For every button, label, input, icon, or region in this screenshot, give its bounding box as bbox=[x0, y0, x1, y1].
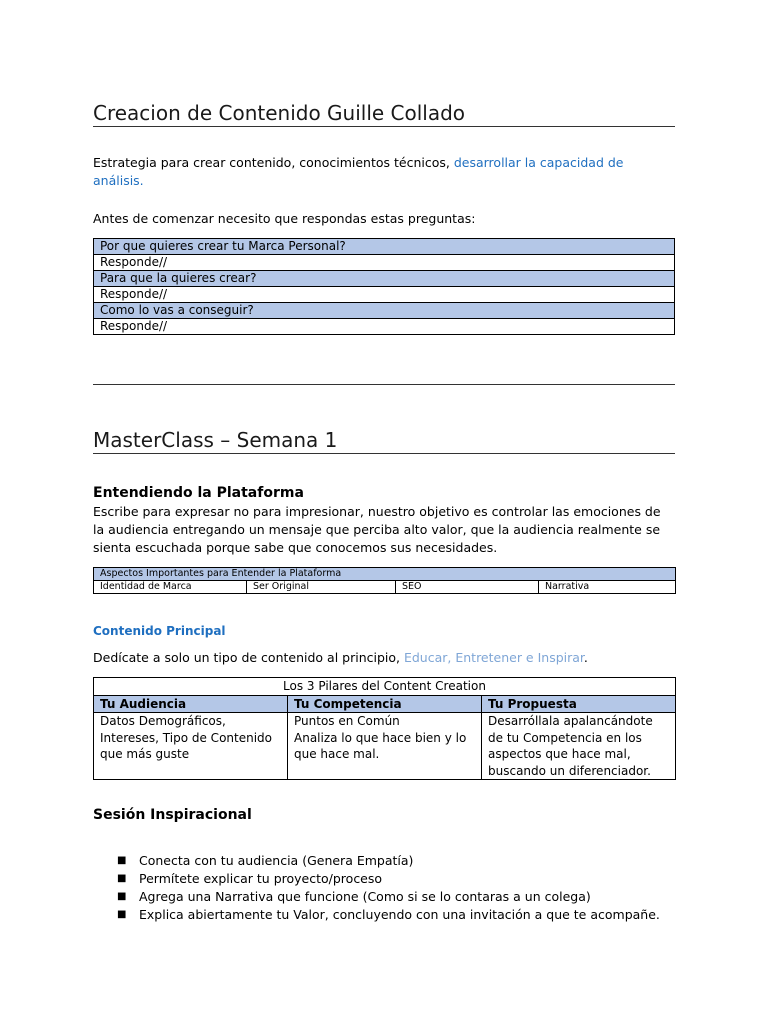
aspects-header: Aspectos Importantes para Entender la Plataforma bbox=[94, 568, 676, 581]
list-item-text: Permítete explicar tu proyecto/proceso bbox=[139, 871, 383, 886]
platform-heading: Entendiendo la Plataforma bbox=[93, 485, 304, 501]
question-cell: Para que la quieres crear? bbox=[94, 271, 675, 287]
pillar-cell-competencia bbox=[288, 713, 482, 780]
pillar-header-competencia: Tu Competencia bbox=[288, 695, 482, 713]
contenido-end: . bbox=[583, 650, 588, 665]
list-item-text: Agrega una Narrativa que funcione (Como si se lo contaras a un colega) bbox=[139, 889, 591, 904]
before-text: Antes de comenzar necesito que respondas estas preguntas: bbox=[93, 211, 476, 226]
intro-paragraph bbox=[93, 154, 675, 190]
pillar-cell-competencia-line1: Puntos en Común bbox=[294, 714, 400, 728]
section-divider bbox=[93, 384, 675, 385]
pillar-cell-competencia-line2: Analiza lo que hace bien y lo que hace mal. bbox=[294, 730, 467, 761]
bullet-icon: ■ bbox=[117, 855, 127, 866]
session-heading: Sesión Inspiracional bbox=[93, 807, 252, 823]
bullet-icon: ■ bbox=[117, 909, 127, 920]
answer-cell[interactable]: Responde// bbox=[94, 287, 675, 303]
pillar-cell-propuesta: Desarróllala apalancándote de tu Competencia en los aspectos que hace mal, buscando un diferenciador. bbox=[482, 713, 676, 780]
pillars-table bbox=[93, 677, 676, 780]
list-item bbox=[93, 888, 675, 906]
list-item-text: Conecta con tu audiencia (Genera Empatía) bbox=[139, 853, 414, 868]
bullet-icon: ■ bbox=[117, 891, 127, 902]
list-item bbox=[93, 870, 675, 888]
answer-cell[interactable]: Responde// bbox=[94, 255, 675, 271]
pillar-cell-audiencia: Datos Demográficos, Intereses, Tipo de Contenido que más guste bbox=[94, 713, 288, 780]
contenido-paragraph bbox=[93, 649, 675, 667]
question-cell: Por que quieres crear tu Marca Personal? bbox=[94, 239, 675, 255]
masterclass-title: MasterClass – Semana 1 bbox=[93, 428, 675, 454]
questions-table bbox=[93, 238, 675, 335]
session-bullet-list bbox=[93, 852, 675, 924]
aspect-item: Identidad de Marca bbox=[94, 581, 247, 594]
contenido-text: Dedícate a solo un tipo de contenido al principio, bbox=[93, 650, 404, 665]
aspects-table bbox=[93, 567, 676, 594]
list-item bbox=[93, 906, 675, 924]
answer-cell[interactable]: Responde// bbox=[94, 319, 675, 335]
document-title: Creacion de Contenido Guille Collado bbox=[93, 101, 675, 127]
list-item-text: Explica abiertamente tu Valor, concluyendo con una invitación a que te acompañe. bbox=[139, 907, 660, 922]
intro-link[interactable]: desarrollar la capacidad de análisis. bbox=[93, 155, 624, 188]
pillar-header-propuesta: Tu Propuesta bbox=[482, 695, 676, 713]
pillar-header-audiencia: Tu Audiencia bbox=[94, 695, 288, 713]
list-item bbox=[93, 852, 675, 870]
aspect-item: SEO bbox=[396, 581, 539, 594]
intro-text: Estrategia para crear contenido, conocimientos técnicos, bbox=[93, 155, 454, 170]
contenido-link[interactable]: Educar, Entretener e Inspirar bbox=[403, 650, 584, 665]
aspect-item: Narrativa bbox=[539, 581, 676, 594]
aspect-item: Ser Original bbox=[247, 581, 396, 594]
platform-paragraph: Escribe para expresar no para impresionar, nuestro objetivo es controlar las emociones de la audiencia entregando un mensaje que perciba alto valor, que la audiencia realmente se sienta escuchada porque sabe que conocemos sus necesidades. bbox=[93, 504, 661, 555]
contenido-heading: Contenido Principal bbox=[93, 624, 226, 638]
bullet-icon: ■ bbox=[117, 873, 127, 884]
pillars-caption: Los 3 Pilares del Content Creation bbox=[94, 678, 676, 696]
question-cell: Como lo vas a conseguir? bbox=[94, 303, 675, 319]
